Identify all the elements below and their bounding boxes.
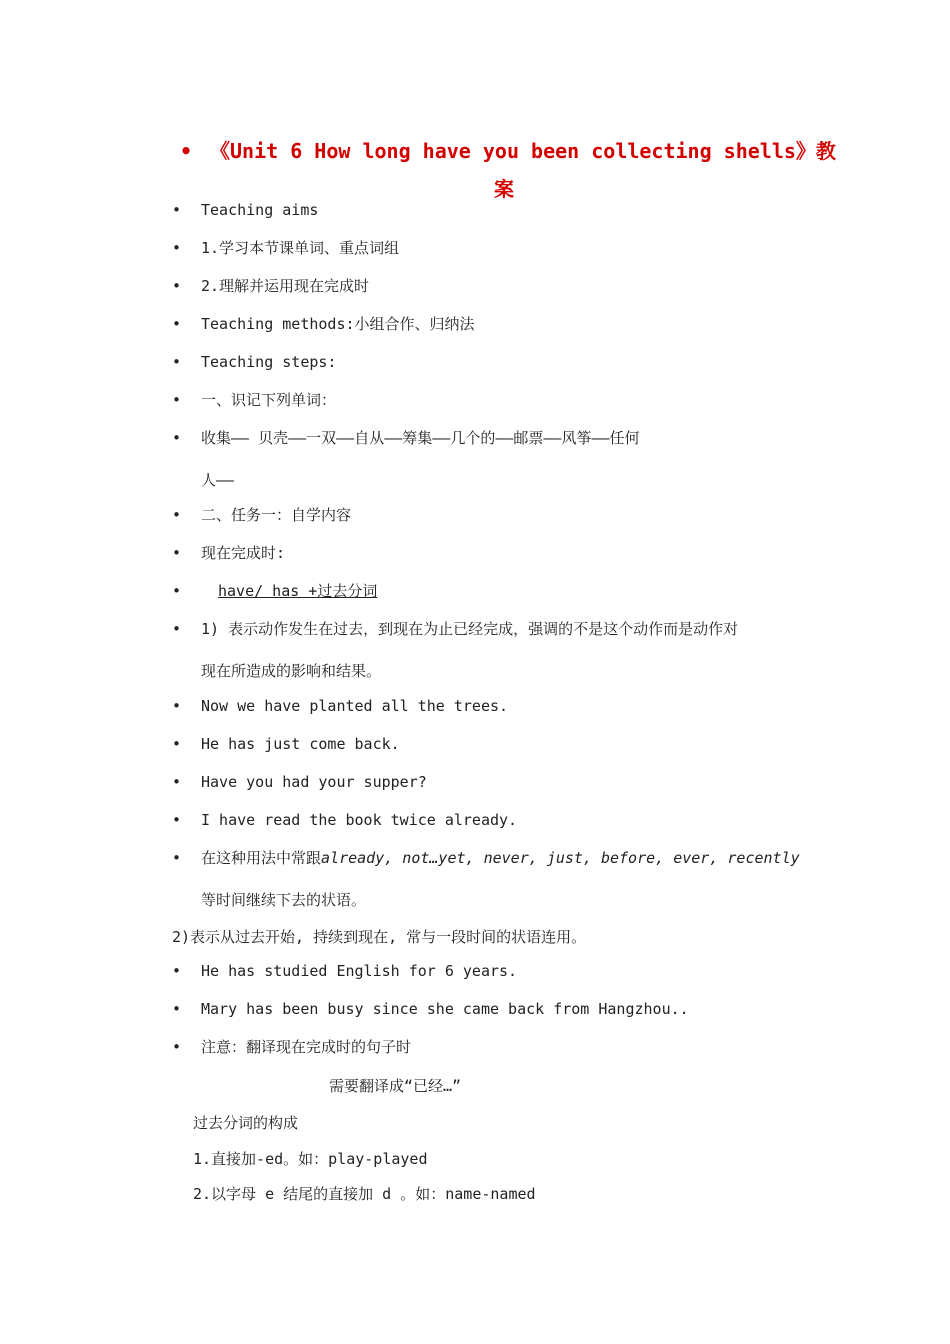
bullet-icon: • — [172, 962, 182, 980]
adverbs-line-1 — [201, 848, 800, 868]
usage-1-line-2: 现在所造成的影响和结果。 — [201, 662, 382, 680]
bullet-icon: • — [172, 582, 182, 600]
bullet-icon: • — [172, 315, 182, 333]
past-participle-heading: 过去分词的构成 — [193, 1114, 299, 1132]
vocab-line-2: 人—— — [201, 471, 235, 489]
teaching-steps: Teaching steps: — [201, 353, 337, 371]
translate-hint: 需要翻译成“已经…” — [329, 1077, 462, 1095]
adverbs-prefix: 在这种用法中常跟 — [201, 849, 322, 867]
adverbs-line-2: 等时间继续下去的状语。 — [201, 891, 367, 909]
formula: have/ has +过去分词 — [218, 582, 378, 600]
bullet-icon: • — [172, 201, 182, 219]
bullet-icon: • — [172, 1038, 182, 1056]
bullet-icon: • — [172, 811, 182, 829]
bullet-icon: • — [172, 849, 182, 867]
aims-heading: Teaching aims — [201, 201, 319, 219]
example-sentence: Mary has been busy since she came back from Hangzhou.. — [201, 1000, 689, 1018]
past-participle-rule-2: 2.以字母 e 结尾的直接加 d 。如：name-named — [193, 1185, 536, 1203]
vocab-line-1: 收集—— 贝壳——一双——自从——筹集——几个的——邮票——风筝——任何 — [201, 429, 640, 447]
aim-2: 2.理解并运用现在完成时 — [201, 277, 370, 295]
step-1: 一、识记下列单词： — [201, 391, 337, 409]
title-line-2: 案 — [494, 177, 514, 201]
title-bullet: • — [180, 139, 193, 163]
bullet-icon: • — [172, 429, 182, 447]
bullet-icon: • — [172, 1000, 182, 1018]
past-participle-rule-1: 1.直接加-ed。如：play-played — [193, 1150, 428, 1168]
bullet-icon: • — [172, 391, 182, 409]
bullet-icon: • — [172, 773, 182, 791]
example-sentence: Have you had your supper? — [201, 773, 427, 791]
example-sentence: He has just come back. — [201, 735, 400, 753]
step-2: 二、任务一：自学内容 — [201, 506, 352, 524]
bullet-icon: • — [172, 697, 182, 715]
adverbs-list: already, not…yet, never, just, before, ever, recently — [321, 849, 800, 867]
title-line-1: 《Unit 6 How long have you been collecting shells》教 — [210, 139, 836, 163]
bullet-icon: • — [172, 620, 182, 638]
bullet-icon: • — [172, 277, 182, 295]
example-sentence: He has studied English for 6 years. — [201, 962, 518, 980]
usage-1-line-1: 1) 表示动作发生在过去，到现在为止已经完成，强调的不是这个动作而是动作对 — [201, 620, 739, 638]
aim-1: 1.学习本节课单词、重点词组 — [201, 239, 400, 257]
present-perfect-label: 现在完成时: — [201, 544, 286, 562]
teaching-methods: Teaching methods:小组合作、归纳法 — [201, 315, 475, 333]
example-sentence: Now we have planted all the trees. — [201, 697, 509, 715]
bullet-icon: • — [172, 506, 182, 524]
bullet-icon: • — [172, 544, 182, 562]
bullet-icon: • — [172, 353, 182, 371]
example-sentence: I have read the book twice already. — [201, 811, 518, 829]
bullet-icon: • — [172, 239, 182, 257]
bullet-icon: • — [172, 735, 182, 753]
note: 注意：翻译现在完成时的句子时 — [201, 1038, 412, 1056]
usage-2: 2)表示从过去开始, 持续到现在, 常与一段时间的状语连用。 — [172, 928, 587, 946]
